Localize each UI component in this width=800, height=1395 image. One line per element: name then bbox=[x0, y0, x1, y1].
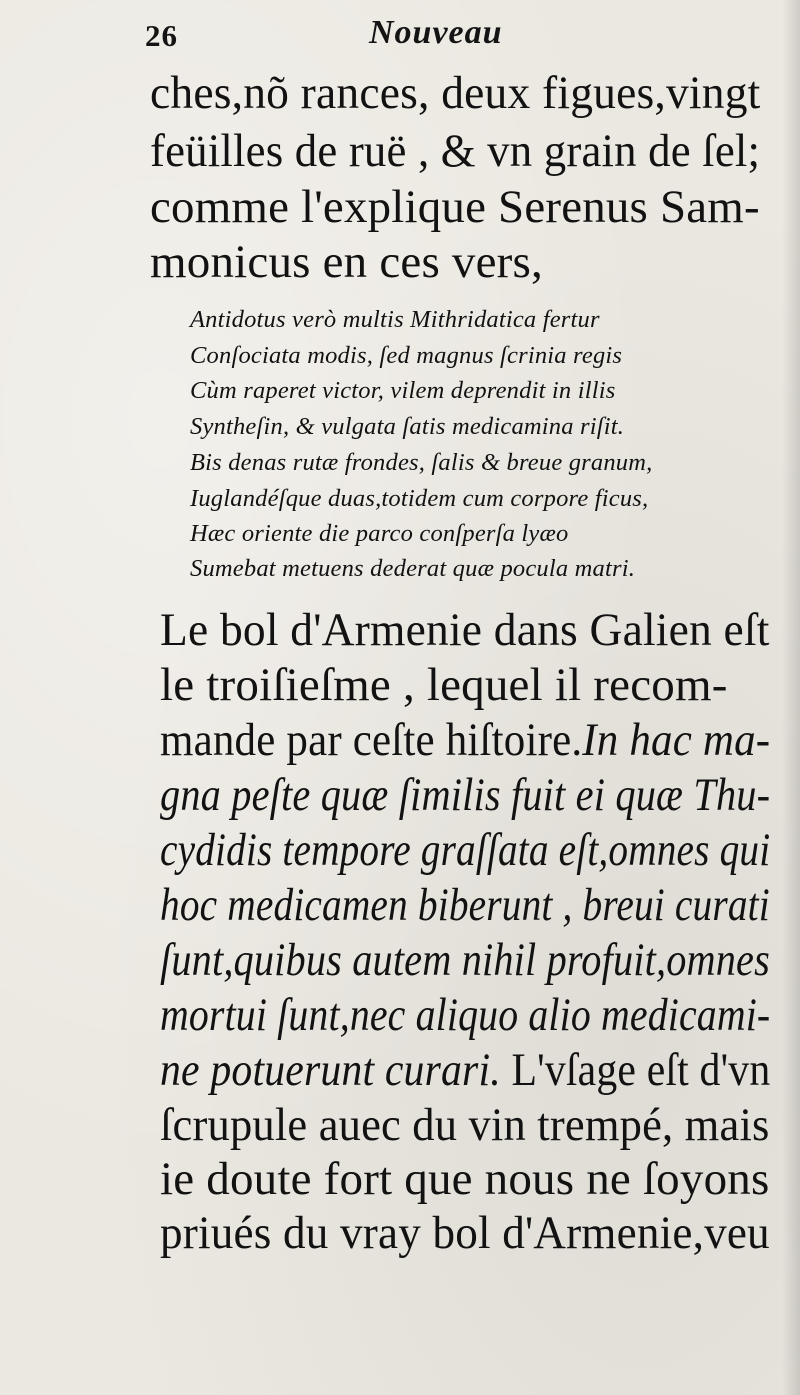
text-line: ſcrupule auec du vin trempé, mais bbox=[160, 1099, 770, 1151]
verse-line: Hæc oriente die parco conſperſa lyæo bbox=[190, 520, 569, 547]
verse-line: Cùm raperet victor, vilem deprendit in illis bbox=[190, 377, 616, 404]
text-line-italic: hoc medicamen biberunt , breui curati bbox=[160, 879, 770, 931]
verse-line: Syntheſin, & vulgata ſatis medicamina riſit. bbox=[190, 413, 625, 440]
verse-line: Sumebat metuens dederat quæ pocula matri. bbox=[190, 555, 636, 582]
page-edge-shadow bbox=[782, 0, 800, 1395]
text-line-italic: mortui ſunt,nec aliquo alio medicami- bbox=[160, 989, 771, 1041]
text-line: le troiſieſme , lequel il recom- bbox=[160, 659, 728, 711]
page-number: 26 bbox=[145, 18, 178, 53]
text-line: ie doute fort que nous ne ſoyons bbox=[160, 1153, 770, 1205]
text-line: monicus en ces vers, bbox=[150, 236, 543, 288]
text-line-italic: cydidis tempore graſſata eſt,omnes qui bbox=[160, 824, 771, 876]
text-line: ches,nõ rances, deux figues,vingt bbox=[150, 67, 761, 119]
verse-line: Antidotus verò multis Mithridatica fertur bbox=[190, 306, 600, 333]
text-line: priués du vray bol d'Armenie,veu bbox=[160, 1207, 770, 1259]
text-line-italic: gna peſte quæ ſimilis fuit ei quæ Thu- bbox=[160, 769, 771, 821]
text-line: Le bol d'Armenie dans Galien eſt bbox=[160, 604, 770, 656]
page-header bbox=[145, 14, 565, 66]
text-line bbox=[160, 1043, 770, 1097]
text-line bbox=[160, 713, 770, 767]
text-segment-italic: In hac ma- bbox=[582, 714, 771, 766]
verse-line: Bis denas rutæ frondes, ſalis & breue granum, bbox=[190, 449, 653, 476]
text-line-italic: ſunt,quibus autem nihil profuit,omnes bbox=[160, 934, 770, 986]
verse-line: Iuglandéſque duas,totidem cum corpore ficus, bbox=[190, 485, 649, 512]
text-segment-roman: L'vſage eſt d'vn bbox=[500, 1044, 771, 1096]
running-head: Nouveau bbox=[369, 14, 503, 51]
text-segment-roman: mande par ceſte hiſtoire. bbox=[160, 714, 583, 766]
text-line: comme l'explique Serenus Sam- bbox=[150, 181, 760, 233]
verse-line: Conſociata modis, ſed magnus ſcrinia regis bbox=[190, 342, 623, 369]
text-segment-italic: ne potuerunt curari. bbox=[160, 1044, 501, 1096]
text-line: feüilles de ruë , & vn grain de ſel; bbox=[150, 125, 761, 177]
